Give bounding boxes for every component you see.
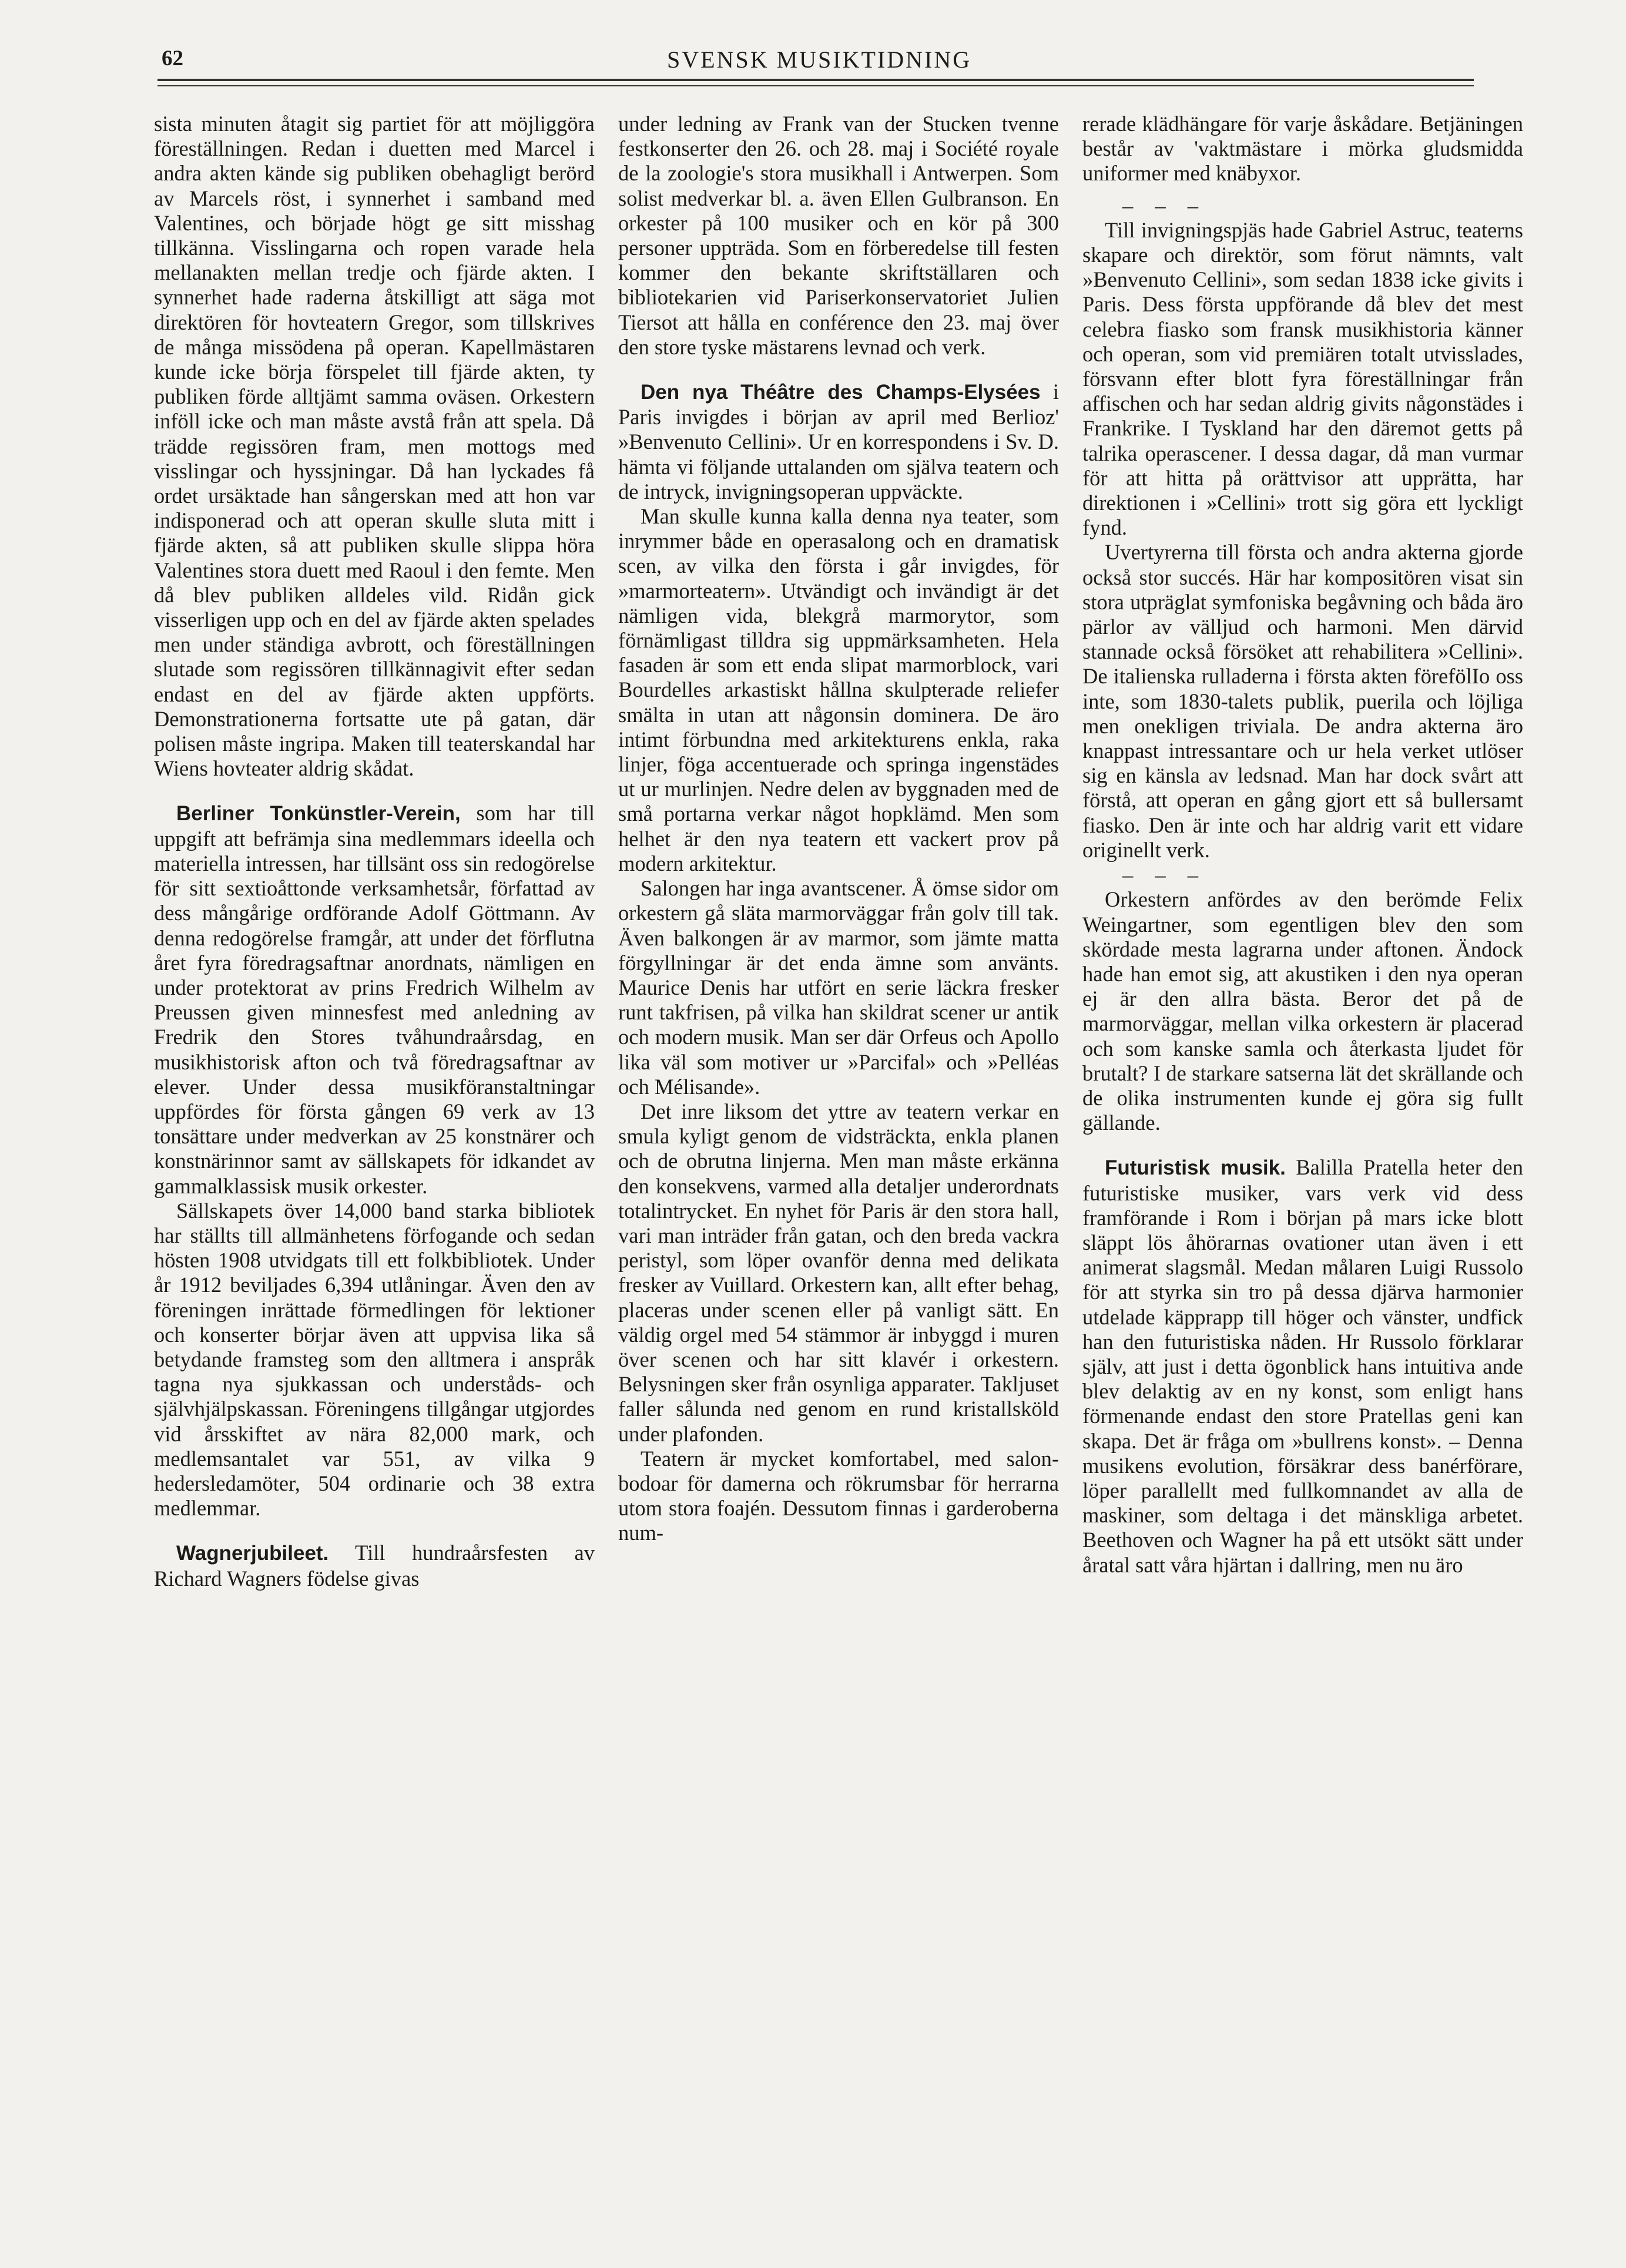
wagner-text: Till hundraårsfesten av Richard Wagners födelse givas bbox=[154, 1541, 595, 1591]
paragraph-library: Sällskapets över 14,000 band starka bibliotek har ställts till allmänhetens förfogande och sedan hösten 1908 utvidgats till ett folkbibliotek. Under år 1912 beviljades 6,394 utlåningar. Även den av föreningen inrättade förmedlingen för lektioner och konserter börjar även att uppvisa lika så betydande framsteg som den alltmera i anspråk tagna nya sjukkassan och underståds- och självhjälpskassan. Föreningens tillgångar utgjordes vid årsskiftet av nära 82,000 mark, och medlemsantalet var 551, av vilka 9 hedersledamöter, 504 ordinarie och 38 extra medlemmar. bbox=[154, 1198, 595, 1521]
section-title-wagner: Wagnerjubileet. bbox=[176, 1542, 329, 1565]
paragraph-wardrobe: rerade klädhängare för varje åskådare. Betjäningen består av 'vaktmästare i mörka gludsmidda uniformer med knäbyxor. bbox=[1082, 112, 1523, 186]
paragraph-wagner bbox=[154, 1541, 595, 1591]
paragraph-vienna-scandal: sista minuten åtagit sig partiet för att möjliggöra föreställningen. Redan i duetten med Marcel i andra akten kände sig publiken obehagligt berörd av Marcels röst, i synnerhet i samband med Valentines, och började högt ge sitt misshag tillkänna. Visslingarna och ropen varade hela mellanakten mellan tredje och fjärde akten. I synnerhet hade raderna åtskilligt att säga mot direktören för hovteatern Gregor, som tillskrives de många missödena på operan. Kapellmästaren kunde icke börja förspelet till fjärde akten, ty publiken förde alltjämt samma oväsen. Orkestern inföll icke och man måste avstå från att spela. Då trädde regissören fram, men mottogs med visslingar och hyssjningar. Då han lyckades få ordet ursäktade han sångerskan med att hon var indisponerad och att operan skulle sluta mitt i fjärde akten, så att publiken skulle slippa höra Valentines stora duett med Raoul i den femte. Men då blev publiken alldeles vild. Ridån gick visserligen upp och en del av fjärde akten spelades men under ständiga avbrott, och föreställningen slutade som regissören tillkännagivit efter sedan endast en del av fjärde akten uppförts. Demonstrationerna fortsatte ute på gatan, där polisen måste ingripa. Maken till teaterskandal har Wiens hovteater aldrig skådat. bbox=[154, 112, 595, 781]
running-head: SVENSK MUSIKTIDNING bbox=[667, 46, 972, 73]
section-title-futurist: Futuristisk musik. bbox=[1105, 1156, 1286, 1180]
header-rule-thick bbox=[157, 79, 1474, 81]
paragraph-comfort: Teatern är mycket komfortabel, med salon-bodoar för damerna och rökrumsbar för herrarna utom stora foajén. Dessutom finnas i garderoberna num- bbox=[618, 1446, 1059, 1545]
section-title-theatre: Den nya Théâtre des Champs-Elysées bbox=[641, 381, 1041, 404]
column-1 bbox=[154, 112, 595, 1591]
paragraph-benvenuto: Till invigningspjäs hade Gabriel Astruc, teaterns skapare och direktör, som förut nämnts, valt »Benvenuto Cellini», som sedan 1838 icke givits i Paris. Dess första uppförande då blev det mest celebra fiasko som fransk musikhistoria känner och operan, som vid premiären totalt utvisslades, försvann efter blott fyra föreställningar från affischen och har sedan aldrig givits någonstädes i Frankrike. I Tyskland har den däremot getts på talrika operascener. I dessa dagar, då man vurmar för att hitta på orättvisor att upprätta, har direktionen i »Cellini» trott sig göra ett lyckligt fynd. bbox=[1082, 217, 1523, 540]
paragraph-berliner-verein bbox=[154, 801, 595, 1198]
futurist-text: Balilla Pratella heter den futuristiske musiker, vars verk vid dess framförande i Rom i början på mars icke blott släppt lös åhörarnas ovationer utan även i ett animerat slagsmål. Medan målaren Luigi Russolo för att styrka sin tro på dessa djärva harmonier utdelade käpprapp till höger och vänster, undfick han den futuristiska nåden. Hr Russolo förklarar själv, att just i detta ögonblick hans intuitiva ande blev delaktig av en ny konst, som enligt hans förmenande endast den store Pratellas geni kan skapa. Det är fråga om »bullrens konst». – Denna musikens evolution, försäkrar dess banérförare, löper parallellt med fullkomnandet av alla de maskiner, som deltaga i det mänskliga arbetet. Beethoven och Wagner ha på ett utsökt sätt under åratal satt våra hjärtan i dallring, men nu äro bbox=[1082, 1155, 1523, 1577]
column-2 bbox=[618, 112, 1059, 1546]
paragraph-theatre-intro bbox=[618, 380, 1059, 504]
section-divider-dashes: – – – bbox=[1122, 863, 1206, 887]
paragraph-marble-theatre: Man skulle kunna kalla denna nya teater, som inrymmer både en operasalong och en dramatisk scen, av vilka den första i går invigdes, för »marmorteatern». Utvändigt och invändigt är det nämligen vida, blekgrå marmorytor, som förnämligast tilldra sig uppmärksamheten. Hela fasaden är som ett enda slipat marmorblock, vari Bourdelles arkastiskt hållna skulpterade reliefer smälta in utan att någonsin dominera. De äro intimt förbundna med arkitekturens enkla, raka linjer, föga accentuerade och springa ingenstädes ut ur murlinjen. Nedre delen av byggnaden med de små portarna verkar något hopklämd. Men som helhet är den nya teatern ett vackert prov på modern arkitektur. bbox=[618, 504, 1059, 875]
berliner-text: som har till uppgift att befrämja sina medlemmars ideella och materiella intressen, har tillsänt oss sin redogörelse för sitt sextioåttonde verksamhetsår, författad av dess mångårige ordförande Adolf Göttmann. Av denna redogörelse framgår, att under det förflutna året fyra föredragsaftnar anordnats, nämligen en under protektorat av prins Fredrich Wilhelm av Preussen given minnesfest med anledning av Fredrik den Stores tvåhundraårsdag, en musikhistorisk afton och två föredragsaftnar av elever. Under dessa musikföranstaltningar uppfördes för första gången 69 verk av 13 tonsättare under medverkan av 25 konstnärer och konstnärinnor samt av sällskapets för idkandet av gammalklassisk musik orkester. bbox=[154, 801, 595, 1198]
column-3 bbox=[1082, 112, 1523, 1578]
header-rule-thin bbox=[157, 85, 1474, 86]
page-number: 62 bbox=[162, 46, 183, 71]
paragraph-weingartner: Orkestern anfördes av den berömde Felix Weingartner, som egentligen blev den som skördade mesta lagrarna under aftonen. Ändock hade han emot sig, att akustiken i den nya operan ej är den allra bästa. Beror det på de marmorväggar, mellan vilka orkestern är placerad och som kanske samla och återkasta ljudet för brutalt? I de starkare satserna lät det skrällande och de olika instrumenten kunde ej göra sig fullt gällande. bbox=[1082, 887, 1523, 1135]
paragraph-interior: Det inre liksom det yttre av teatern verkar en smula kyligt genom de vidsträckta, enkla planen och de obrutna linjerna. Men man måste erkänna den konsekvens, varmed alla detaljer underordnats totalintrycket. En nyhet för Paris är den stora hall, vari man inträder från gatan, och den breda vackra peristyl, som löper ovanför denna med delikata fresker av Vuillard. Orkestern kan, allt efter behag, placeras under scenen eller på vanligt sätt. En väldig orgel med 54 stämmor är inbyggd i muren över scenen och har sitt klavér i orkestern. Belysningen sker från osynliga apparater. Takljuset faller sålunda ned genom en rund kristallsköld under plafonden. bbox=[618, 1099, 1059, 1446]
paragraph-salon: Salongen har inga avantscener. Å ömse sidor om orkestern gå släta marmorväggar från golv till tak. Även balkongen är av marmor, som jämte matta förgyllningar är det enda ämne som använts. Maurice Denis har utfört en serie läckra fresker runt takfrisen, på vilka han skildrat scener ur antik och modern musik. Man ser där Orfeus och Apollo lika väl som motiver ur »Parcifal» och »Pelléas och Mélisande». bbox=[618, 876, 1059, 1099]
section-title-berliner: Berliner Tonkünstler-Verein, bbox=[176, 802, 461, 826]
paragraph-wagner-continued: under ledning av Frank van der Stucken tvenne festkonserter den 26. och 28. maj i Société royale de la zoologie's stora musikhall i Antwerpen. Som solist medverkar bl. a. även Ellen Gulbranson. En orkester på 100 musiker och en kör på 300 personer uppträda. Som en förberedelse till festen kommer den bekante skriftställaren och bibliotekarien vid Pariserkonservatoriet Julien Tiersot att hålla en conférence den 23. maj över den store tyske mästarens levnad och verk. bbox=[618, 112, 1059, 359]
paragraph-overtures: Uvertyrerna till första och andra akterna gjorde också stor succés. Här har kompositören visat sin stora utpräglat symfoniska begåvning och båda äro pärlor av välljud och harmoni. Men därvid stannade också försöket att rehabilitera »Cellini». De italienska rulladerna i första akten förefölIo oss inte, som 1830-talets publik, puerila och löjliga men onekligen triviala. De andra akterna äro knappast intressantare och ur hela verket utlöser sig en känsla av ledsnad. Man har dock svårt att förstå, att operan en gång gjort ett så bullersamt fiasko. Den är inte och har aldrig varit ett vidare originellt verk. bbox=[1082, 540, 1523, 862]
section-divider-dashes: – – – bbox=[1122, 193, 1206, 217]
paragraph-futurist bbox=[1082, 1155, 1523, 1577]
theatre-text: i Paris invigdes i början av april med Berlioz' »Benvenuto Cellini». Ur en korrespondens i Sv. D. hämta vi följande uttalanden om själva teatern och de intryck, invigningsoperan uppväckte. bbox=[618, 380, 1059, 504]
